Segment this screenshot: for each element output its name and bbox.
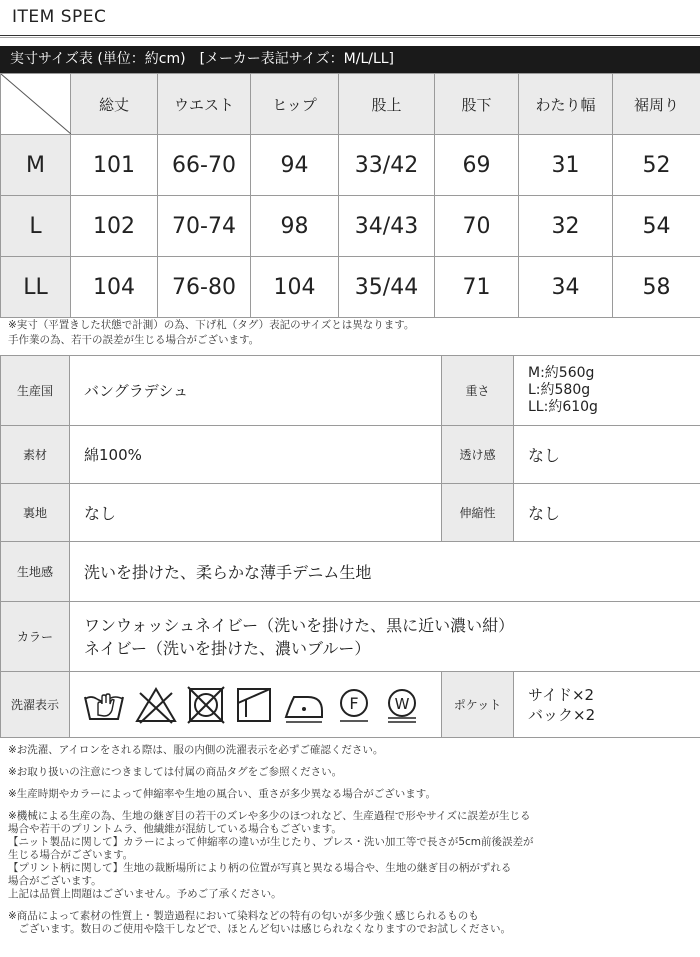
size-label: LL — [1, 257, 71, 318]
column-header: 股下 — [435, 74, 519, 135]
column-header: 股上 — [339, 74, 435, 135]
size-label: L — [1, 196, 71, 257]
table-cell: 52 — [613, 135, 700, 196]
spec-label: 重さ — [442, 356, 514, 426]
weight-value: L:約580g — [528, 382, 591, 398]
spec-label: 伸縮性 — [442, 484, 514, 542]
line-dry-shade-icon — [234, 685, 274, 725]
note-line: 生じる場合がございます。 — [8, 849, 134, 861]
table-cell: 104 — [71, 257, 158, 318]
color-values — [70, 602, 700, 672]
note-line: 上記は品質上問題はございません。予めご了承ください。 — [8, 888, 282, 900]
note-line: ※機械による生産の為、生地の継ぎ目の若干のズレや多少のほつれなど、生産過程で形やサイズに誤差が生じる — [8, 810, 531, 822]
size-table — [0, 73, 700, 318]
table-cell: 34 — [519, 257, 613, 318]
spec-table — [0, 355, 700, 738]
pocket-value: バック×2 — [528, 705, 596, 724]
spec-label: 生地感 — [1, 542, 70, 602]
note-line: ※お洗濯、アイロンをされる際は、服の内側の洗濯表示を必ずご確認ください。 — [8, 744, 384, 756]
column-header: わたり幅 — [519, 74, 613, 135]
table-cell: 76-80 — [158, 257, 251, 318]
no-bleach-icon — [134, 685, 178, 725]
table-cell: 70-74 — [158, 196, 251, 257]
spec-label: 生産国 — [1, 356, 70, 426]
laundry-symbols — [70, 672, 442, 738]
dry-clean-f-icon — [334, 685, 374, 725]
care-notes — [8, 744, 694, 936]
table-row — [1, 196, 700, 257]
spec-value: なし — [70, 484, 442, 542]
spec-row — [1, 426, 700, 484]
table-cell: 34/43 — [339, 196, 435, 257]
table-cell: 102 — [71, 196, 158, 257]
spec-label: ポケット — [442, 672, 514, 738]
size-label: M — [1, 135, 71, 196]
note-line: 【プリント柄に関して】生地の裁断場所により柄の位置が写真と異なる場合や、生地の継ぎ目の柄がずれる — [8, 862, 512, 874]
hand-wash-icon — [82, 685, 126, 725]
table-cell: 66-70 — [158, 135, 251, 196]
table-row — [1, 257, 700, 318]
size-table-corner — [1, 74, 71, 135]
iron-low-icon — [282, 685, 326, 725]
note-line: 場合がございます。 — [8, 875, 102, 887]
table-cell: 32 — [519, 196, 613, 257]
spec-row — [1, 542, 700, 602]
table-cell: 104 — [251, 257, 339, 318]
circle-letter: F — [349, 693, 359, 713]
circle-letter: W — [394, 694, 410, 713]
note-line: ※商品によって素材の性質上・製造過程において染料などの特有の匂いが多少強く感じられるものも — [8, 910, 479, 922]
divider — [0, 35, 700, 36]
size-table-header-row — [1, 74, 700, 135]
weight-value: M:約560g — [528, 365, 595, 381]
spec-row — [1, 356, 700, 426]
page-title: ITEM SPEC — [12, 7, 107, 27]
table-cell: 31 — [519, 135, 613, 196]
column-header: ヒップ — [251, 74, 339, 135]
color-value: ネイビー（洗いを掛けた、濃いブルー） — [84, 638, 371, 658]
note-line: 【ニット製品に関して】カラーによって伸縮率の違いが生じたり、プレス・洗い加工等で長さが5cm前後誤差が — [8, 836, 534, 848]
diagonal-line — [1, 74, 71, 134]
spec-label: 洗濯表示 — [1, 672, 70, 738]
column-header: ウエスト — [158, 74, 251, 135]
note-line: 場合や若干のプリントムラ、他繊維が混紡している場合もございます。 — [8, 823, 342, 835]
header — [0, 0, 700, 38]
weight-value: LL:約610g — [528, 399, 598, 415]
wet-clean-w-icon — [382, 685, 422, 725]
color-value: ワンウォッシュネイビー（洗いを掛けた、黒に近い濃い紺） — [84, 615, 515, 635]
weight-values — [514, 356, 700, 426]
table-cell: 33/42 — [339, 135, 435, 196]
note-line: ※実寸（平置きした状態で計測）の為、下げ札（タグ）表記のサイズとは異なります。 — [8, 319, 415, 331]
spec-label: 透け感 — [442, 426, 514, 484]
table-row — [1, 135, 700, 196]
note-line: 手作業の為、若干の誤差が生じる場合がございます。 — [8, 334, 260, 346]
table-cell: 70 — [435, 196, 519, 257]
note-line: ※生産時期やカラーによって伸縮率や生地の風合い、重さが多少異なる場合がございます。 — [8, 788, 436, 800]
spec-row — [1, 672, 700, 738]
column-header: 裾周り — [613, 74, 700, 135]
table-cell: 71 — [435, 257, 519, 318]
table-cell: 94 — [251, 135, 339, 196]
table-cell: 69 — [435, 135, 519, 196]
size-note — [8, 318, 414, 348]
spec-value: なし — [514, 484, 700, 542]
no-tumble-dry-icon — [186, 685, 226, 725]
spec-value: 綿100% — [70, 426, 442, 484]
size-table-caption: 実寸サイズ表 (単位：約cm) [メーカー表記サイズ：M/L/LL] — [0, 46, 700, 73]
pocket-value: サイド×2 — [528, 685, 595, 704]
note-line: ※お取り扱いの注意につきましては付属の商品タグをご参照ください。 — [8, 766, 343, 778]
table-cell: 54 — [613, 196, 700, 257]
spec-value: バングラデシュ — [70, 356, 442, 426]
spec-value: なし — [514, 426, 700, 484]
table-cell: 35/44 — [339, 257, 435, 318]
spec-label: カラー — [1, 602, 70, 672]
spec-row — [1, 602, 700, 672]
spec-label: 裏地 — [1, 484, 70, 542]
column-header: 総丈 — [71, 74, 158, 135]
spec-label: 素材 — [1, 426, 70, 484]
note-line: ございます。数日のご使用や陰干しなどで、ほとんど匂いは感じられなくなりますのでお試しください。 — [8, 923, 511, 935]
divider — [0, 37, 700, 38]
table-cell: 58 — [613, 257, 700, 318]
table-cell: 101 — [71, 135, 158, 196]
spec-value: 洗いを掛けた、柔らかな薄手デニム生地 — [70, 542, 700, 602]
pocket-values — [514, 672, 700, 738]
table-cell: 98 — [251, 196, 339, 257]
spec-row — [1, 484, 700, 542]
